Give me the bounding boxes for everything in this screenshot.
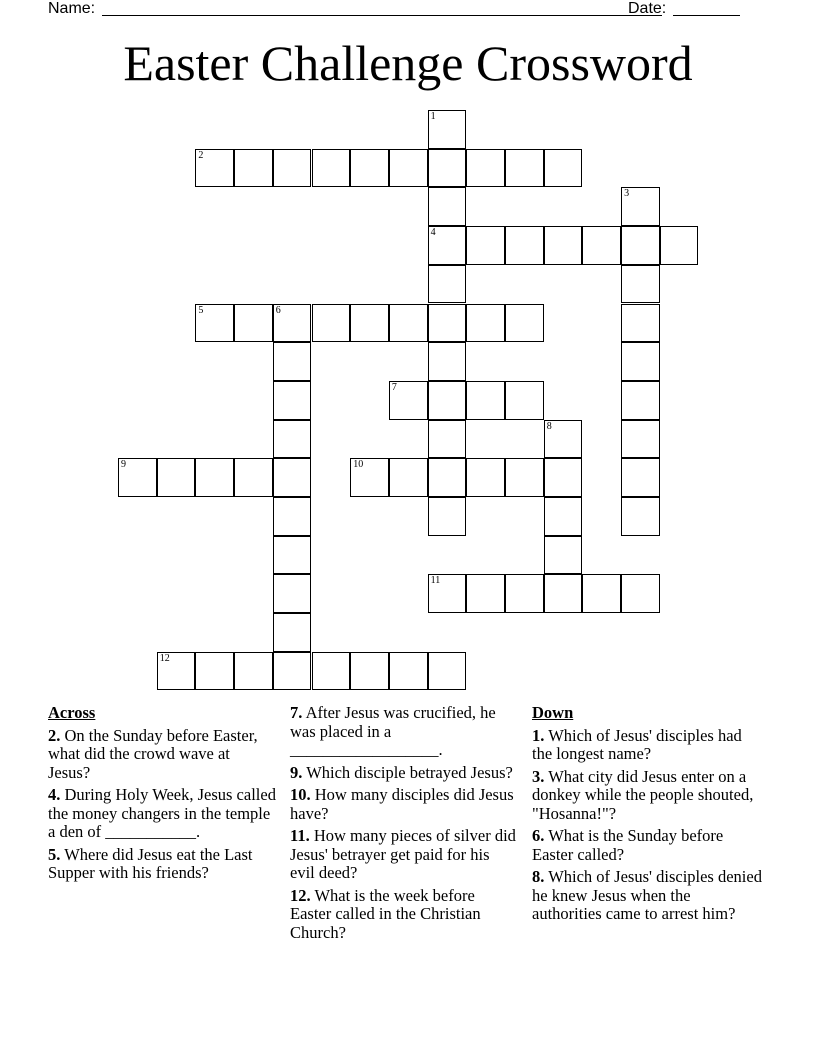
clue-number: 3. [532, 766, 545, 786]
grid-cell[interactable] [621, 458, 660, 497]
cell-number: 12 [159, 652, 170, 664]
cell-number: 5 [198, 304, 204, 316]
cell-number: 4 [430, 227, 436, 239]
grid-cell[interactable] [621, 342, 660, 381]
grid-cell[interactable] [466, 226, 505, 265]
grid-cell[interactable] [350, 149, 389, 188]
grid-cell[interactable] [389, 381, 428, 420]
grid-cell[interactable] [505, 304, 544, 343]
grid-cell[interactable] [544, 536, 583, 575]
grid-cell[interactable] [428, 187, 467, 226]
cell-number: 3 [624, 188, 630, 200]
grid-cell[interactable] [428, 381, 467, 420]
clue-across-7 [290, 704, 518, 760]
grid-cell[interactable] [312, 149, 351, 188]
grid-cell[interactable] [428, 304, 467, 343]
grid-cell[interactable] [544, 458, 583, 497]
grid-cell[interactable] [428, 574, 467, 613]
grid-cell[interactable] [350, 304, 389, 343]
grid-cell[interactable] [544, 149, 583, 188]
grid-cell[interactable] [428, 420, 467, 459]
grid-cell[interactable] [621, 497, 660, 536]
clue-across-9 [290, 764, 518, 783]
grid-cell[interactable] [544, 420, 583, 459]
grid-cell[interactable] [234, 458, 273, 497]
grid-cell[interactable] [428, 458, 467, 497]
page-title: Easter Challenge Crossword [123, 35, 693, 91]
clue-number: 5. [48, 844, 61, 864]
across-heading: Across [48, 703, 96, 722]
grid-cell[interactable] [621, 226, 660, 265]
grid-cell[interactable] [273, 652, 312, 691]
grid-cell[interactable] [428, 497, 467, 536]
grid-cell[interactable] [273, 574, 312, 613]
cell-number: 10 [353, 459, 364, 471]
clue-text: On the Sunday before Easter, what did the crowd wave at Jesus? [48, 725, 258, 782]
grid-cell[interactable] [389, 458, 428, 497]
cell-number: 9 [121, 459, 126, 471]
clue-across-12 [290, 887, 518, 943]
grid-cell[interactable] [621, 381, 660, 420]
grid-cell[interactable] [582, 574, 621, 613]
cell-number: 1 [430, 111, 436, 122]
clue-text: What is the week before Easter called in the Christian Church? [290, 885, 481, 942]
grid-cell[interactable] [273, 342, 312, 381]
cell-number: 11 [430, 575, 441, 587]
cell-number: 6 [275, 304, 281, 316]
grid-cell[interactable] [273, 149, 312, 188]
grid-cell[interactable] [466, 304, 505, 343]
grid-cell[interactable] [273, 458, 312, 497]
grid-cell[interactable] [428, 652, 467, 691]
grid-cell[interactable] [389, 652, 428, 691]
grid-cell[interactable] [621, 420, 660, 459]
clue-text: How many disciples did Jesus have? [290, 785, 514, 823]
grid-cell[interactable] [466, 381, 505, 420]
grid-cell[interactable] [466, 149, 505, 188]
grid-cell[interactable] [157, 458, 196, 497]
grid-cell[interactable] [350, 458, 389, 497]
clue-text: During Holy Week, Jesus called the money changers in the temple a den of ___________. [48, 785, 276, 841]
grid-cell[interactable] [544, 497, 583, 536]
grid-cell[interactable] [505, 226, 544, 265]
clue-down-3 [532, 768, 764, 824]
grid-cell[interactable] [312, 652, 351, 691]
clues-column-2 [290, 704, 518, 946]
name-label: Name: [48, 0, 96, 17]
grid-cell[interactable] [582, 226, 621, 265]
clue-text: Which disciple betrayed Jesus? [302, 762, 513, 782]
clue-text: What is the Sunday before Easter called? [532, 826, 724, 864]
grid-cell[interactable] [157, 652, 196, 691]
grid-cell[interactable] [195, 458, 234, 497]
clue-down-6 [532, 827, 764, 864]
grid-cell[interactable] [389, 149, 428, 188]
grid-cell[interactable] [505, 381, 544, 420]
grid-cell[interactable] [505, 574, 544, 613]
clue-across-10 [290, 786, 518, 823]
grid-cell[interactable] [660, 226, 699, 265]
clue-number: 6. [532, 826, 545, 845]
clue-number: 10. [290, 785, 311, 804]
grid-cell[interactable] [621, 304, 660, 343]
clue-number: 12. [290, 885, 311, 905]
grid-cell[interactable] [466, 574, 505, 613]
date-label: Date: [628, 0, 667, 17]
clue-number: 1. [532, 725, 545, 745]
grid-cell[interactable] [389, 304, 428, 343]
clue-across-5 [48, 846, 276, 883]
clue-text: Which of Jesus' disciples had the longest name? [532, 725, 742, 763]
clue-number: 9. [290, 762, 303, 782]
clue-number: 11. [290, 826, 310, 845]
grid-cell[interactable] [428, 342, 467, 381]
grid-cell[interactable] [544, 226, 583, 265]
clue-number: 8. [532, 867, 545, 886]
clue-across-2 [48, 727, 276, 783]
clue-number: 4. [48, 785, 61, 804]
grid-cell[interactable] [234, 304, 273, 343]
grid-cell[interactable] [621, 574, 660, 613]
clue-number: 7. [290, 703, 303, 722]
down-heading: Down [532, 703, 574, 722]
grid-cell[interactable] [350, 652, 389, 691]
grid-cell[interactable] [428, 110, 467, 149]
grid-cell[interactable] [466, 458, 505, 497]
clue-text: After Jesus was crucified, he was placed in a __________________. [290, 703, 496, 759]
grid-cell[interactable] [273, 497, 312, 536]
clue-down-8 [532, 868, 764, 924]
grid-cell[interactable] [505, 458, 544, 497]
clue-across-11 [290, 827, 518, 883]
grid-cell[interactable] [195, 304, 234, 343]
grid-cell[interactable] [273, 613, 312, 652]
grid-cell[interactable] [428, 226, 467, 265]
grid-cell[interactable] [195, 652, 234, 691]
grid-cell[interactable] [273, 536, 312, 575]
grid-cell[interactable] [195, 149, 234, 188]
clues-column-1 [48, 704, 276, 887]
clue-text: What city did Jesus enter on a donkey while the people shouted, "Hosanna!"? [532, 766, 754, 823]
clues-column-3 [532, 704, 764, 928]
clue-text: How many pieces of silver did Jesus' betrayer get paid for his evil deed? [290, 826, 516, 882]
grid-cell[interactable] [621, 187, 660, 226]
clue-text: Which of Jesus' disciples denied he knew Jesus when the authorities came to arrest him? [532, 867, 762, 923]
clue-down-1 [532, 727, 764, 764]
clue-text: Where did Jesus eat the Last Supper with his friends? [48, 844, 253, 882]
grid-cell[interactable] [118, 458, 157, 497]
grid-cell[interactable] [312, 304, 351, 343]
grid-cell[interactable] [273, 420, 312, 459]
grid-cell[interactable] [428, 149, 467, 188]
grid-cell[interactable] [428, 265, 467, 304]
cell-number: 8 [546, 420, 552, 432]
cell-number: 2 [198, 149, 204, 161]
grid-cell[interactable] [234, 149, 273, 188]
grid-cell[interactable] [273, 381, 312, 420]
clue-across-4 [48, 786, 276, 842]
grid-cell[interactable] [544, 574, 583, 613]
grid-cell[interactable] [505, 149, 544, 188]
grid-cell[interactable] [621, 265, 660, 304]
grid-cell[interactable] [273, 304, 312, 343]
clue-number: 2. [48, 725, 61, 745]
cell-number: 7 [391, 381, 397, 393]
grid-cell[interactable] [234, 652, 273, 691]
